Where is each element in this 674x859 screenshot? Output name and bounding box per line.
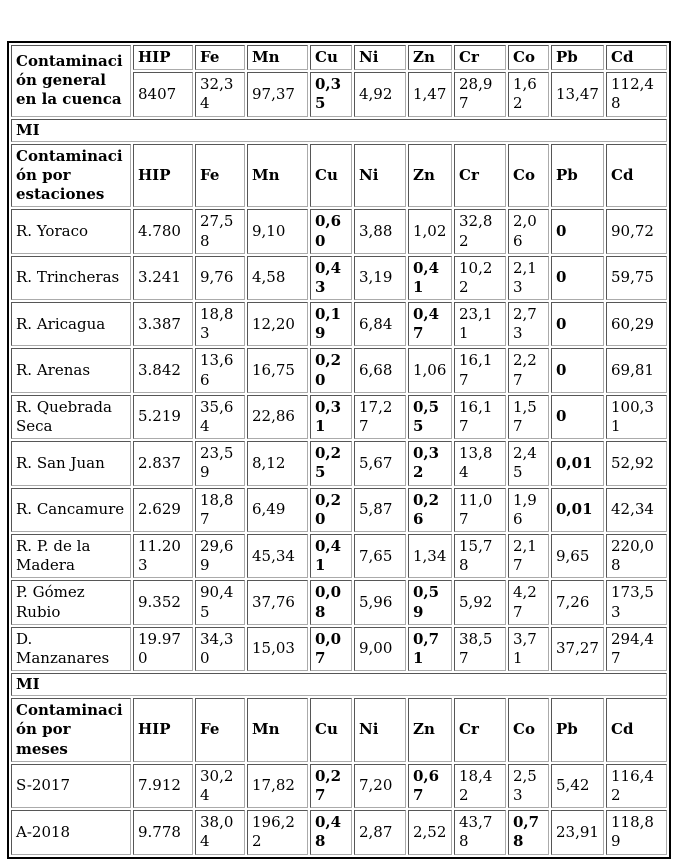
value-cell: Pb (551, 698, 604, 762)
value-cell: 3,88 (354, 209, 406, 253)
value-cell: 0,71 (408, 627, 452, 671)
value-cell: 8,12 (247, 441, 308, 485)
value-cell: 100,31 (606, 395, 667, 439)
value-cell: Cd (606, 144, 667, 208)
value-cell: 37,76 (247, 580, 308, 624)
value-cell: 0,19 (310, 302, 352, 346)
value-cell: 0,20 (310, 488, 352, 532)
value-cell: Cu (310, 45, 352, 70)
value-cell: 16,17 (454, 395, 506, 439)
value-cell: 69,81 (606, 348, 667, 392)
value-cell: 13,66 (195, 348, 245, 392)
value-cell: 59,75 (606, 256, 667, 300)
value-cell: 19.970 (133, 627, 193, 671)
table-row-p-gomez-rubio (11, 580, 667, 624)
value-cell: 0 (551, 209, 604, 253)
value-cell: Co (508, 45, 549, 70)
value-cell: 0,59 (408, 580, 452, 624)
value-cell: Ni (354, 698, 406, 762)
row-label-cell: Contaminación general en la cuenca (11, 45, 131, 117)
value-cell: 7,26 (551, 580, 604, 624)
value-cell: 9.352 (133, 580, 193, 624)
value-cell: 4,58 (247, 256, 308, 300)
value-cell: Pb (551, 144, 604, 208)
value-cell: 6,68 (354, 348, 406, 392)
value-cell: 1,47 (408, 72, 452, 116)
value-cell: 9.778 (133, 810, 193, 854)
value-cell: 0,41 (310, 534, 352, 578)
value-cell: 173,53 (606, 580, 667, 624)
value-cell: Ni (354, 144, 406, 208)
table-row-r-trincheras (11, 256, 667, 300)
table-row-section-mi-1 (11, 119, 667, 142)
value-cell: 116,42 (606, 764, 667, 808)
value-cell: 9,65 (551, 534, 604, 578)
value-cell: 11.203 (133, 534, 193, 578)
value-cell: 0,47 (408, 302, 452, 346)
value-cell: 43,78 (454, 810, 506, 854)
value-cell: 29,69 (195, 534, 245, 578)
value-cell: 23,91 (551, 810, 604, 854)
value-cell: Ni (354, 45, 406, 70)
value-cell: 2.629 (133, 488, 193, 532)
value-cell: 0,78 (508, 810, 549, 854)
value-cell: Cr (454, 144, 506, 208)
value-cell: 4.780 (133, 209, 193, 253)
value-cell: 3.241 (133, 256, 193, 300)
row-label-cell: R. Cancamure (11, 488, 131, 532)
value-cell: 294,47 (606, 627, 667, 671)
value-cell: 32,82 (454, 209, 506, 253)
value-cell: 60,29 (606, 302, 667, 346)
value-cell: 0,67 (408, 764, 452, 808)
row-label-cell: R. San Juan (11, 441, 131, 485)
value-cell: 0,01 (551, 488, 604, 532)
value-cell: Zn (408, 144, 452, 208)
value-cell: 196,22 (247, 810, 308, 854)
table-row-a-2018 (11, 810, 667, 854)
value-cell: 42,34 (606, 488, 667, 532)
value-cell: Co (508, 144, 549, 208)
value-cell: 0 (551, 256, 604, 300)
value-cell: 32,34 (195, 72, 245, 116)
value-cell: HIP (133, 45, 193, 70)
value-cell: 5.219 (133, 395, 193, 439)
value-cell: 1,02 (408, 209, 452, 253)
value-cell: Fe (195, 698, 245, 762)
value-cell: 45,34 (247, 534, 308, 578)
value-cell: 1,62 (508, 72, 549, 116)
value-cell: 3.842 (133, 348, 193, 392)
value-cell: 4,27 (508, 580, 549, 624)
value-cell: 18,87 (195, 488, 245, 532)
value-cell: Cr (454, 45, 506, 70)
value-cell: 0,55 (408, 395, 452, 439)
value-cell: 5,67 (354, 441, 406, 485)
value-cell: Mn (247, 698, 308, 762)
value-cell: 118,89 (606, 810, 667, 854)
value-cell: 18,42 (454, 764, 506, 808)
value-cell: 2,53 (508, 764, 549, 808)
value-cell: 22,86 (247, 395, 308, 439)
value-cell: 38,04 (195, 810, 245, 854)
value-cell: 16,17 (454, 348, 506, 392)
value-cell: 90,72 (606, 209, 667, 253)
value-cell: 0,43 (310, 256, 352, 300)
value-cell: 2,27 (508, 348, 549, 392)
value-cell: 18,83 (195, 302, 245, 346)
value-cell: 9,10 (247, 209, 308, 253)
value-cell: 0,01 (551, 441, 604, 485)
value-cell: 52,92 (606, 441, 667, 485)
table-row-s-2017 (11, 764, 667, 808)
value-cell: 7,65 (354, 534, 406, 578)
row-label-cell: D. Manzanares (11, 627, 131, 671)
value-cell: 2,73 (508, 302, 549, 346)
value-cell: 0,20 (310, 348, 352, 392)
value-cell: Co (508, 698, 549, 762)
value-cell: 0,48 (310, 810, 352, 854)
value-cell: 0,08 (310, 580, 352, 624)
value-cell: 23,11 (454, 302, 506, 346)
row-label-cell: R. Aricagua (11, 302, 131, 346)
value-cell: Fe (195, 144, 245, 208)
value-cell: 38,57 (454, 627, 506, 671)
value-cell: 5,92 (454, 580, 506, 624)
value-cell: Fe (195, 45, 245, 70)
row-label-cell: P. Gómez Rubio (11, 580, 131, 624)
value-cell: 1,96 (508, 488, 549, 532)
value-cell: 6,84 (354, 302, 406, 346)
table-row-r-cancamure (11, 488, 667, 532)
value-cell: 0,31 (310, 395, 352, 439)
value-cell: Zn (408, 45, 452, 70)
value-cell: 16,75 (247, 348, 308, 392)
value-cell: 3,71 (508, 627, 549, 671)
value-cell: 2,52 (408, 810, 452, 854)
row-label-cell: S-2017 (11, 764, 131, 808)
row-label-cell: R. Arenas (11, 348, 131, 392)
value-cell: 12,20 (247, 302, 308, 346)
value-cell: 30,24 (195, 764, 245, 808)
table-row-stations-header (11, 144, 667, 208)
value-cell: Mn (247, 45, 308, 70)
value-cell: 5,96 (354, 580, 406, 624)
table-row-r-yoraco (11, 209, 667, 253)
table-row-r-san-juan (11, 441, 667, 485)
table-row-r-p-de-la-madera (11, 534, 667, 578)
value-cell: 90,45 (195, 580, 245, 624)
contamination-index-table (7, 41, 671, 859)
value-cell: 2.837 (133, 441, 193, 485)
value-cell: 2,17 (508, 534, 549, 578)
value-cell: 0,35 (310, 72, 352, 116)
value-cell: 11,07 (454, 488, 506, 532)
value-cell: 27,58 (195, 209, 245, 253)
value-cell: 6,49 (247, 488, 308, 532)
value-cell: 15,78 (454, 534, 506, 578)
value-cell: 3.387 (133, 302, 193, 346)
value-cell: 0,27 (310, 764, 352, 808)
value-cell: 7.912 (133, 764, 193, 808)
value-cell: 37,27 (551, 627, 604, 671)
value-cell: Cr (454, 698, 506, 762)
value-cell: 9,76 (195, 256, 245, 300)
row-label-cell: Contaminación por meses (11, 698, 131, 762)
value-cell: 4,92 (354, 72, 406, 116)
table-row-r-aricagua (11, 302, 667, 346)
value-cell: 13,47 (551, 72, 604, 116)
value-cell: HIP (133, 698, 193, 762)
value-cell: 9,00 (354, 627, 406, 671)
table-row-r-quebrada-seca (11, 395, 667, 439)
value-cell: 0,07 (310, 627, 352, 671)
value-cell: 34,30 (195, 627, 245, 671)
section-label-cell: MI (11, 673, 667, 696)
table-row-d-manzanares (11, 627, 667, 671)
value-cell: Cu (310, 698, 352, 762)
value-cell: 2,45 (508, 441, 549, 485)
row-label-cell: R. Yoraco (11, 209, 131, 253)
value-cell: Cu (310, 144, 352, 208)
value-cell: 220,08 (606, 534, 667, 578)
value-cell: 3,19 (354, 256, 406, 300)
value-cell: 7,20 (354, 764, 406, 808)
value-cell: 10,22 (454, 256, 506, 300)
section-label-cell: MI (11, 119, 667, 142)
value-cell: 0,41 (408, 256, 452, 300)
value-cell: 97,37 (247, 72, 308, 116)
row-label-cell: R. P. de la Madera (11, 534, 131, 578)
value-cell: 0 (551, 395, 604, 439)
value-cell: 0,32 (408, 441, 452, 485)
value-cell: 15,03 (247, 627, 308, 671)
value-cell: 2,13 (508, 256, 549, 300)
value-cell: 5,42 (551, 764, 604, 808)
value-cell: 0 (551, 348, 604, 392)
value-cell: 0,25 (310, 441, 352, 485)
value-cell: 35,64 (195, 395, 245, 439)
value-cell: 17,82 (247, 764, 308, 808)
row-label-cell: A-2018 (11, 810, 131, 854)
value-cell: Mn (247, 144, 308, 208)
value-cell: Cd (606, 45, 667, 70)
value-cell: 112,48 (606, 72, 667, 116)
table-row-section-mi-2 (11, 673, 667, 696)
row-label-cell: R. Quebrada Seca (11, 395, 131, 439)
table-row-months-header (11, 698, 667, 762)
value-cell: Zn (408, 698, 452, 762)
table-row-general-header (11, 45, 667, 70)
value-cell: 23,59 (195, 441, 245, 485)
value-cell: Cd (606, 698, 667, 762)
value-cell: 2,87 (354, 810, 406, 854)
value-cell: 5,87 (354, 488, 406, 532)
table-row-r-arenas (11, 348, 667, 392)
value-cell: 1,06 (408, 348, 452, 392)
value-cell: 0,60 (310, 209, 352, 253)
value-cell: 2,06 (508, 209, 549, 253)
value-cell: 17,27 (354, 395, 406, 439)
row-label-cell: R. Trincheras (11, 256, 131, 300)
value-cell: 28,97 (454, 72, 506, 116)
value-cell: 1,34 (408, 534, 452, 578)
value-cell: Pb (551, 45, 604, 70)
value-cell: 8407 (133, 72, 193, 116)
value-cell: 0 (551, 302, 604, 346)
row-label-cell: Contaminación por estaciones (11, 144, 131, 208)
value-cell: HIP (133, 144, 193, 208)
value-cell: 0,26 (408, 488, 452, 532)
value-cell: 1,57 (508, 395, 549, 439)
value-cell: 13,84 (454, 441, 506, 485)
